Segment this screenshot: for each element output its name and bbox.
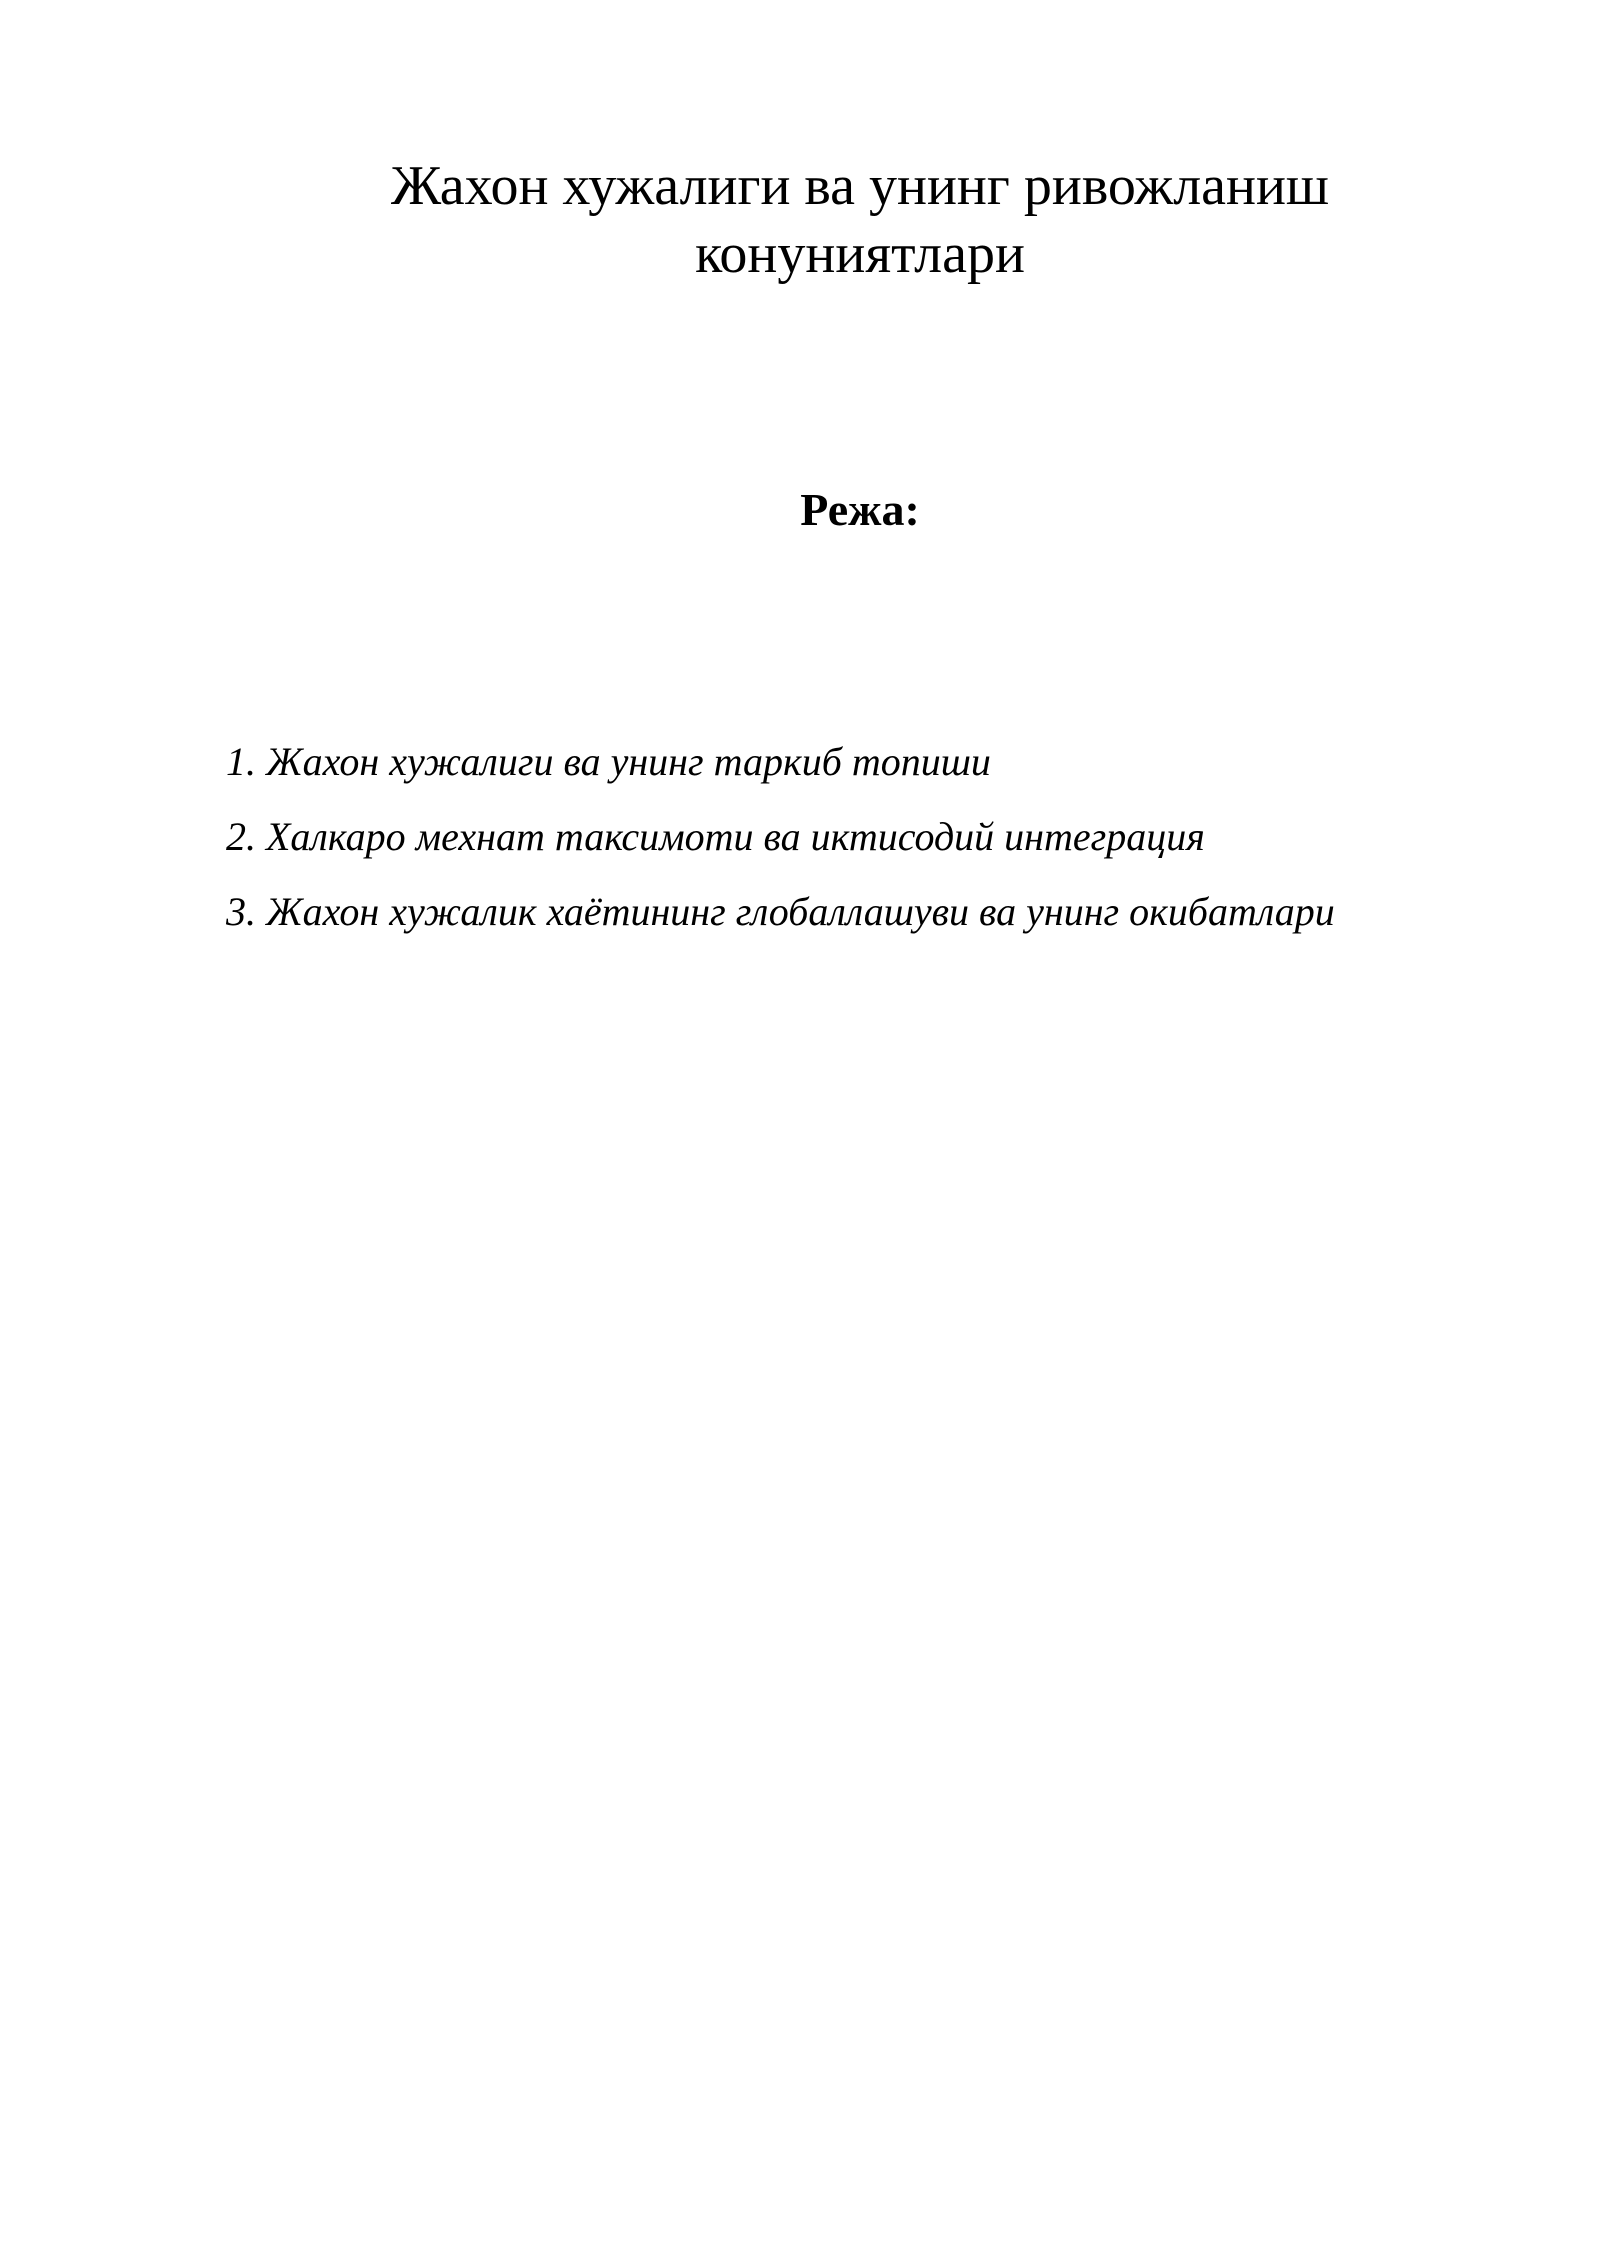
- plan-item-3: [226, 886, 1526, 938]
- plan-item-text: Жахон хужалиги ва унинг таркиб топиши: [266, 739, 991, 784]
- plan-item-number: 3.: [226, 889, 256, 934]
- document-title-line-1: Жахон хужалиги ва унинг ривожланиш: [390, 155, 1330, 217]
- plan-item-1: [226, 736, 1526, 788]
- plan-list: [226, 736, 1526, 961]
- plan-item-text: Жахон хужалик хаётининг глобаллашуви ва унинг окибатлари: [266, 889, 1335, 934]
- plan-item-text: Халкаро мехнат таксимоти ва иктисодий интеграция: [266, 814, 1205, 859]
- plan-item-number: 1.: [226, 739, 256, 784]
- document-title-line-2: конуниятлари: [695, 223, 1025, 285]
- plan-item-2: [226, 811, 1526, 863]
- document-title: [300, 152, 1420, 288]
- plan-heading: Режа:: [800, 484, 920, 535]
- plan-item-number: 2.: [226, 814, 256, 859]
